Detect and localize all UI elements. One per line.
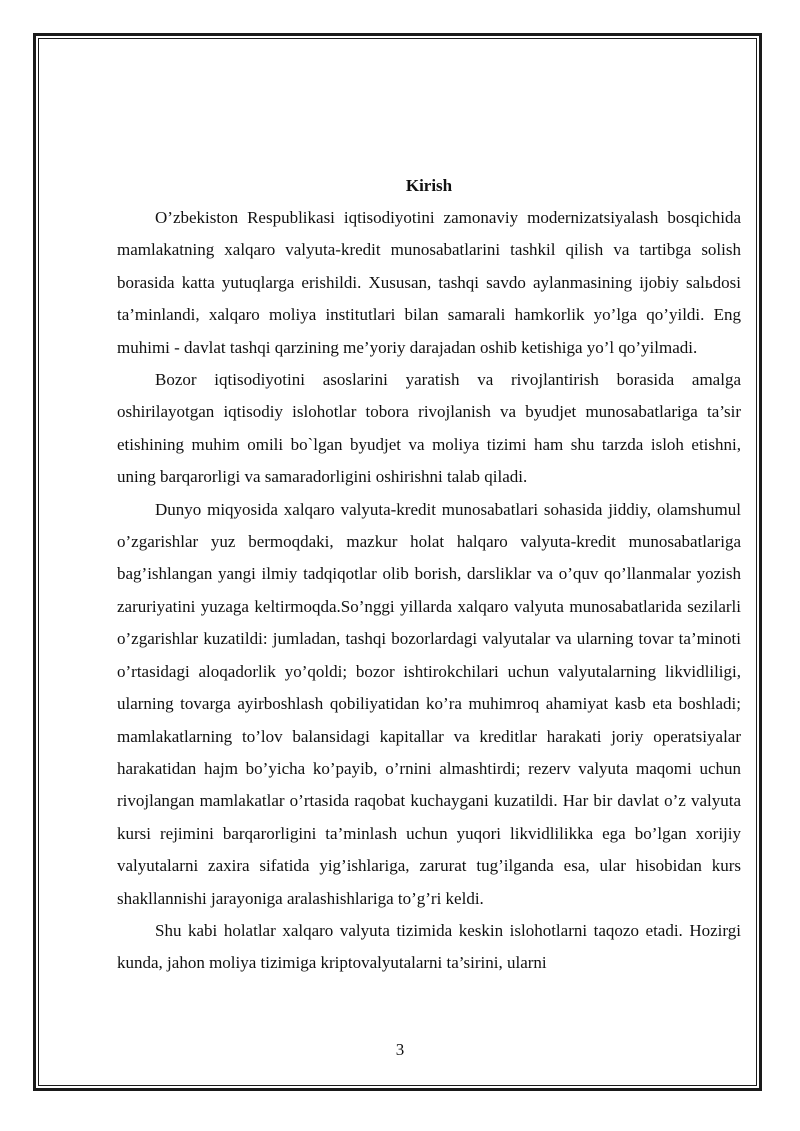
paragraph-2: Bozor iqtisodiyotini asoslarini yaratish va rivojlantirish borasida amalga oshirilayotgan iqtisodiy islohotlar tobora rivojlanish va byudjet munosabatlariga ta’sir etishining muhim omili bo`lgan byudjet va moliya tizimi ham shu tarzda isloh etishni, uning barqarorligi va samaradorligini oshirishni talab qiladi. (117, 370, 741, 487)
document-body (117, 170, 741, 980)
section-title: Kirish (405, 176, 453, 195)
page-number: 3 (395, 1040, 405, 1059)
paragraph-3: Dunyo miqyosida xalqaro valyuta-kredit munosabatlari sohasida jiddiy, olamshumul o’zgarishlar yuz bermoqdaki, mazkur holat halqaro valyuta-kredit munosabatlariga bag’ishlangan yangi ilmiy tadqiqotlar olib borish, darsliklar va o’quv qo’llanmalar yozish zaruriyatini yuzaga keltirmoqda.So’nggi yillarda xalqaro valyuta munosabatlarida sezilarli o’zgarishlar kuzatildi: jumladan, tashqi bozorlardagi valyutalar va ularning tovar ta’minoti o’rtasidagi aloqadorlik yo’qoldi; bozor ishtirokchilari uchun valyutalarning likvidliligi, ularning tovarga ayirboshlash qobiliyatidan ko’ra muhimroq ahamiyat kasb eta boshladi; mamlakatlarning to’lov balansidagi kapitallar va kreditlar harakati joriy operatsiyalar harakatidan hajm bo’yicha ko’payib, o’rnini almashtirdi; rezerv valyuta maqomi uchun rivojlangan mamlakatlar o’rtasida raqobat kuchaygani kuzatildi. Har bir davlat o’z valyuta kursi rejimini barqarorligini ta’minlash uchun yuqori likvidlilikka ega bo’lgan xorijiy valyutalarni zaxira sifatida yig’ishlariga, zarurat tug’ilganda esa, ular hisobidan kurs shakllannishi jarayoniga aralashishlariga to’g’ri keldi. (117, 499, 741, 908)
paragraph-1: O’zbekiston Respublikasi iqtisodiyotini zamonaviy modernizatsiyalash bosqichida mamlakatning xalqaro valyuta-kredit munosabatlarini tashkil qilish va tartibga solish borasida katta yutuqlarga erishildi. Xususan, tashqi savdo aylanmasining ijobiy salьdosi ta’minlandi, xalqaro moliya institutlari bilan samarali hamkorlik yo’lga qo’yildi. Eng muhimi - davlat tashqi qarzining me’yoriy darajadan oshib ketishiga yo’l qo’yilmadi. (117, 208, 741, 357)
paragraph-4: Shu kabi holatlar xalqaro valyuta tizimida keskin islohotlarni taqozo etadi. Hozirgi kunda, jahon moliya tizimiga kriptovalyutalarni ta’sirini, ularni (117, 920, 741, 973)
